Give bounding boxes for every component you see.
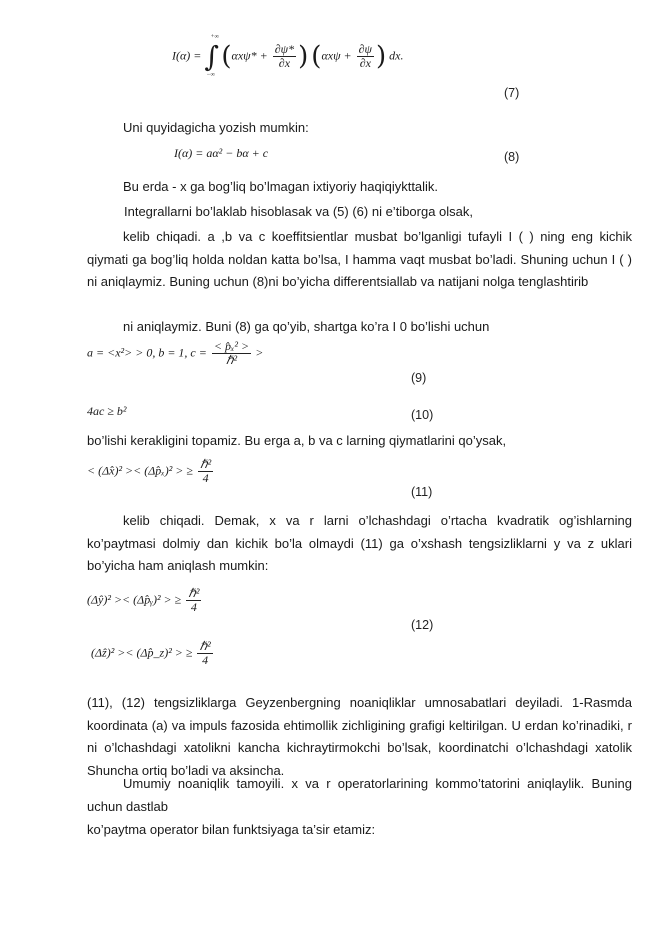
eq13-frac: $\frac{\text{ℏ²}}{4}$ <box>199 639 211 667</box>
eq7-dx: dx. <box>389 48 404 63</box>
eq7-lower-limit: −∞ <box>206 72 215 78</box>
eq7-frac1: $\frac{\partial\psi*}{\partial x}$ <box>274 42 295 70</box>
equation-number-8: (8) <box>504 150 520 164</box>
eq7-factor1a: αxψ* + <box>231 48 268 63</box>
equation-number-12: (12) <box>411 618 434 632</box>
equation-number-10: (10) <box>411 408 434 422</box>
eq9-frac: $\frac{\text{< p̂ₓ² >}}{\text{ℏ²}}$ <box>213 339 250 367</box>
equation-7: I(α) = ∫ +∞ −∞ (αxψ* + $\frac{\partial\psi*}{\partial x}$ ) (αxψ + $\frac{\partial\psi}{\partial x}$ ) dx. <box>172 34 404 78</box>
eq9-text: a = <x²> > 0, b = 1, c = <box>87 345 210 360</box>
paragraph-1: Uni quyidagicha yozish mumkin: <box>123 120 309 135</box>
paragraph-9: Umumiy noaniqlik tamoyili. x va r operatorlarining kommo’tatorini aniqlaylik. Buning uchun dastlab <box>87 776 632 814</box>
paragraph-2: Bu erda - x ga bog’liq bo’lmagan ixtiyoriy haqiqiykttalik. <box>123 179 439 194</box>
eq11-frac: $\frac{\text{ℏ²}}{4}$ <box>199 457 212 485</box>
equation-number-11: (11) <box>411 485 433 499</box>
paragraph-10: ko’paytma operator bilan funktsiyaga ta’sir etamiz: <box>87 822 376 837</box>
eq7-lhs: I(α) = <box>172 48 202 63</box>
eq12-text: (Δŷ)² >< (Δp̂ᵧ)² > ≥ <box>87 592 182 607</box>
equation-10: 4ac ≥ b² <box>87 404 127 418</box>
eq11-text: < (Δx̂)² >< (Δp̂ₓ)² > ≥ <box>87 463 193 478</box>
equation-13 <box>91 640 215 667</box>
paragraph-8: (11), (12) tengsizliklarga Geyzenbergning noaniqliklar umnosabatlari deyiladi. 1-Rasmda koordinata (a) va impuls fazosida ehtimollik zichligining grafigi keltirilgan. U erdan ko’rinadiki, r ni o’lchashdagi xatolikni kancha kichraytirmokchi bo’lsak, koordinatchi o’lchashdagi xatolik Shuncha ortiq bo’ladi va aksincha. <box>87 695 632 778</box>
eq13-text: (Δẑ)² >< (Δp̂_z)² > ≥ <box>91 645 193 660</box>
equation-9: a = <x²> > 0, b = 1, c = $\frac{\text{< p̂ₓ² >}}{\text{ℏ²}}$ > <box>87 339 263 367</box>
paragraph-6: bo’lishi kerakligini topamiz. Bu erga a, b va c larning qiymatlarini qo’ysak, <box>87 433 507 448</box>
paragraph-5: ni aniqlaymiz. Buni (8) ga qo’yib, shartga ko’ra I 0 bo’lishi uchun <box>123 319 490 334</box>
paragraph-4: kelib chiqadi. a ,b va c koeffitsientlar musbat bo’lganligi tufayli I ( ) ning eng kichik qiymati ga bog’liq holda noldan katta bo’lsa, I hamma vaqt musbat bo’ladi. Shuning uchun I ( ) ni aniqlaymiz. Buning uchun (8)ni bo’yicha differentsiallab va natijani nolga tenglashtirib <box>87 229 632 290</box>
paragraph-3: Integrallarni bo’laklab hisoblasak va (5) (6) ni e’tiborga olsak, <box>124 204 474 219</box>
equation-number-9: (9) <box>411 371 427 385</box>
equation-8: I(α) = aα² − bα + c <box>174 146 269 160</box>
eq7-frac2: $\frac{\partial\psi}{\partial x}$ <box>358 42 373 70</box>
paragraph-7: kelib chiqadi. Demak, x va r larni o’lchashdagi o’rtacha kvadratik og’ishlarning ko’paytmasi dolmiy dan kichik bo’la olmaydi (11) ga o’xshash tengsizliklarni y va z uklari bo’yicha ham aniqlash mumkin: <box>87 513 632 574</box>
eq7-upper-limit: +∞ <box>210 34 219 40</box>
equation-number-7: (7) <box>504 86 520 100</box>
eq12-frac: $\frac{\text{ℏ²}}{4}$ <box>188 586 200 614</box>
integral-sign: ∫ +∞ −∞ <box>204 34 219 78</box>
equation-12 <box>87 587 203 614</box>
eq7-factor2a: αxψ + <box>321 48 352 63</box>
equation-11 <box>87 458 215 485</box>
